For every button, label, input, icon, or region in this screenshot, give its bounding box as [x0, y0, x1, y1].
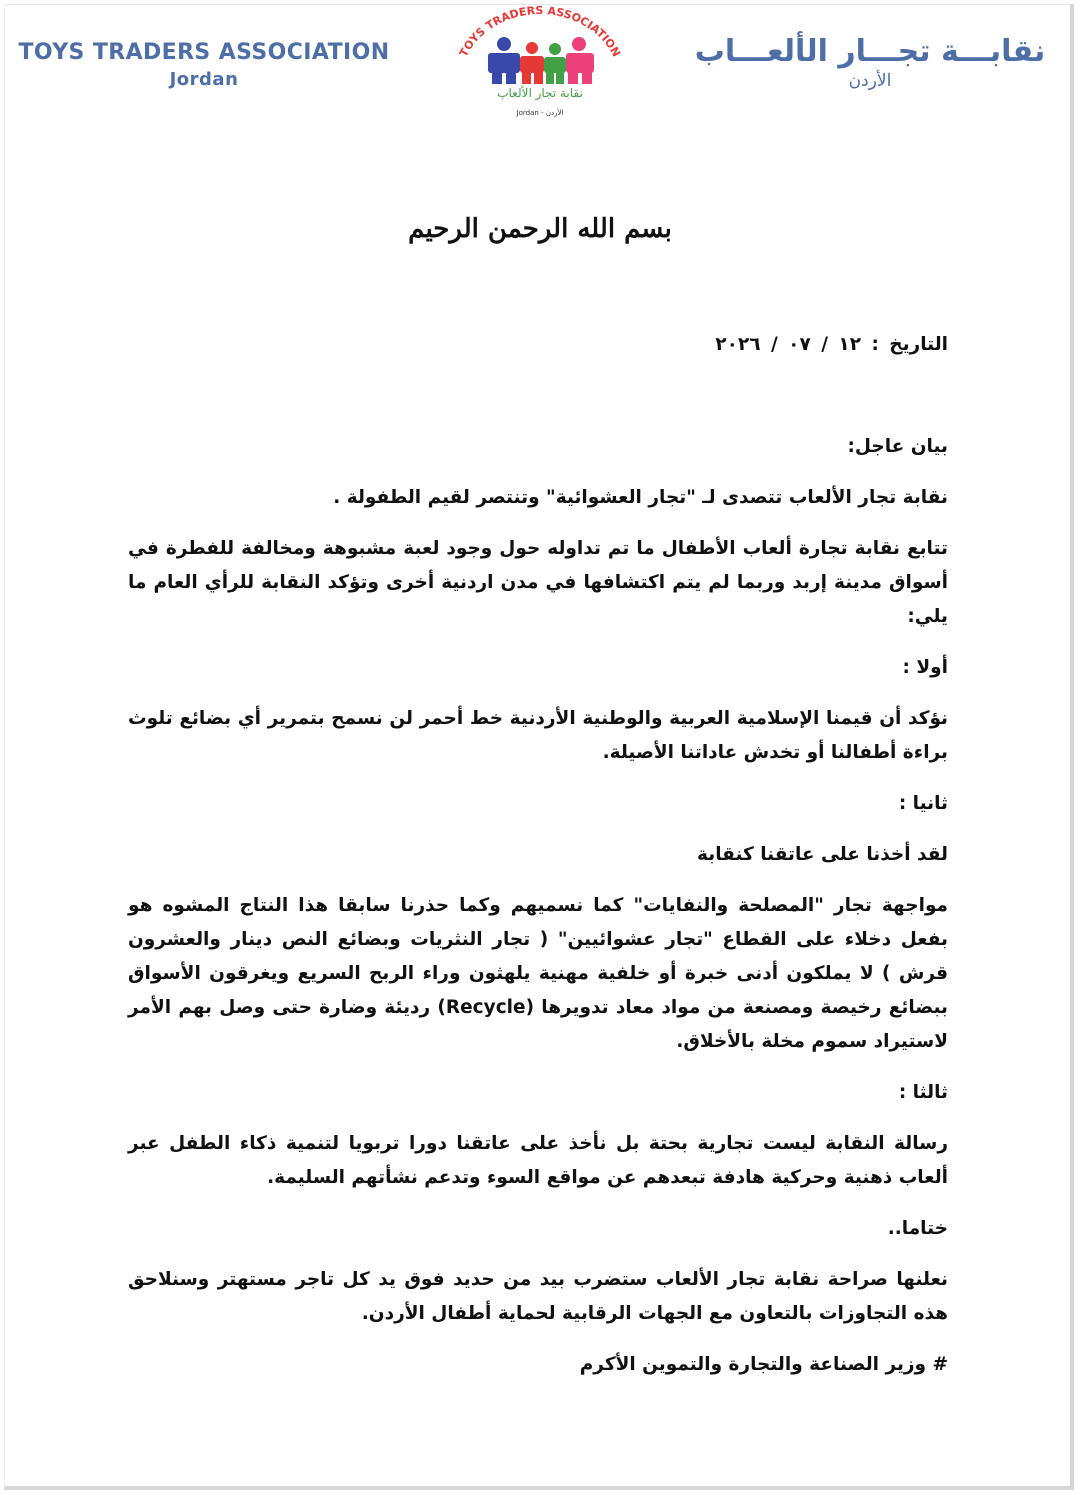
hashtag-line: # وزير الصناعة والتجارة والتموين الأكرم: [579, 1354, 948, 1375]
intro-paragraph: تتابع نقابة تجارة ألعاب الأطفال ما تم تداوله حول وجود لعبة مشبوهة ومخالفة للفطرة في أسواق مدينة إربد وربما لم يتم اكتشافها في مدن اردنية أخرى وتؤكد النقابة للرأي العام ما يلي:: [128, 538, 948, 627]
association-logo: [442, 6, 638, 124]
section-second-label: ثانيا :: [898, 793, 948, 814]
letterhead-arabic: [680, 34, 1060, 91]
section-first-label: أولا :: [902, 657, 948, 678]
association-name-arabic: نقابـــة تجـــار الألعـــاب: [694, 34, 1046, 69]
document-date: التاريخ : ١٢ / ٠٧ / ٢٠٢٦: [715, 334, 948, 355]
logo-arc-text: TOYS TRADERS ASSOCIATION: [456, 6, 623, 60]
country-arabic: الأردن: [848, 71, 892, 91]
letterhead-english: [14, 40, 394, 90]
closing-text: نعلنها صراحة نقابة تجار الألعاب ستضرب بيد من حديد فوق يد كل تاجر مستهتر وسنلاحق هذه التجاوزات بالتعاون مع الجهات الرقابية لحماية أطفال الأردن.: [128, 1269, 948, 1324]
document-body: [128, 328, 948, 1399]
headline: نقابة تجار الألعاب تتصدى لـ "تجار العشوائية" وتنتصر لقيم الطفولة .: [333, 487, 948, 508]
association-name-english: TOYS TRADERS ASSOCIATION: [18, 40, 390, 65]
basmala: بسم الله الرحمن الرحيم: [408, 214, 672, 244]
logo-arabic-text: نقابة تجار الألعاب: [497, 86, 583, 100]
section-second-lead: لقد أخذنا على عاتقنا كنقابة: [697, 844, 948, 865]
section-second-text: مواجهة تجار "المصلحة والنفايات" كما نسميهم وكما حذرنا سابقا هذا النتاج المشوه هو بفعل دخلاء على القطاع "تجار عشوائيين" ( تجار النثريات وبضائع النص دينار والعشرون قرش ) لا يملكون أدنى خبرة أو خلفية مهنية يلهثون وراء الربح السريع ويغرقون الأسواق ببضائع رخيصة ومصنعة من مواد معاد تدويرها (Recycle) رديئة وضارة حتى وصل بهم الأمر لاستيراد سموم مخلة بالأخلاق.: [128, 895, 948, 1052]
section-third-label: ثالثا :: [898, 1082, 948, 1103]
statement-label: بيان عاجل:: [847, 436, 948, 457]
puzzle-figures-icon: [488, 37, 594, 84]
country-english: Jordan: [169, 69, 239, 90]
section-first-text: نؤكد أن قيمنا الإسلامية العربية والوطنية الأردنية خط أحمر لن نسمح بتمرير أي بضائع تلوث براءة أطفالنا أو تخدش عاداتنا الأصيلة.: [128, 708, 948, 763]
closing-label: ختاما..: [887, 1218, 948, 1239]
section-third-text: رسالة النقابة ليست تجارية بحتة بل نأخذ على عاتقنا دورا تربويا لتنمية ذكاء الطفل عبر ألعاب ذهنية وحركية هادفة تبعدهم عن مواقع السوء وتدعم نشأتهم السليمة.: [128, 1133, 948, 1188]
logo-bottom-text: Jordan - الأردن: [516, 109, 564, 117]
